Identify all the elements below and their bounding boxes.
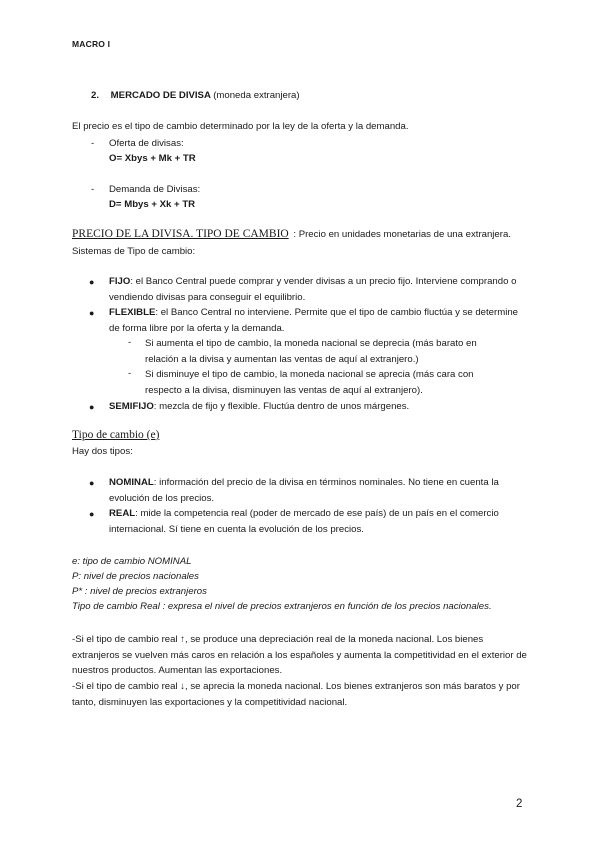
nominal-item xyxy=(109,475,529,506)
notation-line: P: nivel de precios nacionales xyxy=(72,571,199,582)
nominal-text: : información del precio de la divisa en términos nominales. No tiene en cuenta la evolución de los precios. xyxy=(109,477,499,504)
real-term: REAL xyxy=(109,508,136,519)
section-title-paren: (moneda extranjera) xyxy=(213,90,300,101)
real-text: : mide la competencia real (poder de mercado de ese país) de un país en el comercio internacional. Sí tiene en cuenta la evolución de los precios. xyxy=(109,508,499,535)
semifijo-term: SEMIFIJO xyxy=(109,401,154,412)
flexible-text: : el Banco Central no interviene. Permite que el tipo de cambio fluctúa y se determine de forma libre por la oferta y la demanda. xyxy=(109,307,519,334)
bullet-marker: ● xyxy=(89,277,95,287)
bullet-marker: ● xyxy=(89,509,95,519)
section-number: 2. xyxy=(91,90,100,101)
dash-marker: - xyxy=(128,337,132,348)
dash-marker: - xyxy=(91,138,95,149)
precio-heading xyxy=(72,228,511,240)
nominal-term: NOMINAL xyxy=(109,477,154,488)
tipo-cambio-heading xyxy=(72,429,159,441)
real-item xyxy=(109,506,529,537)
flexible-term: FLEXIBLE xyxy=(109,307,156,318)
oferta-label: Oferta de divisas: xyxy=(109,138,184,149)
section-title-text: MERCADO DE DIVISA xyxy=(110,90,211,101)
precio-title: PRECIO DE LA DIVISA. TIPO DE CAMBIO xyxy=(72,228,289,240)
demanda-formula: D= Mbys + Xk + TR xyxy=(109,199,196,210)
flexible-item xyxy=(109,305,529,336)
bullet-marker: ● xyxy=(89,402,95,412)
bullet-marker: ● xyxy=(89,308,95,318)
fijo-item xyxy=(109,274,529,305)
demanda-label: Demanda de Divisas: xyxy=(109,184,201,195)
page-header: MACRO I xyxy=(72,39,111,49)
tipo-cambio-title: Tipo de cambio (e) xyxy=(72,429,160,441)
tipos-intro: Hay dos tipos: xyxy=(72,446,133,457)
bullet-marker: ● xyxy=(89,478,95,488)
flexible-sub-item: Si aumenta el tipo de cambio, la moneda nacional se deprecia (más barato en relación a la divisa y aumentan las ventas de aquí al extranjero.) xyxy=(145,338,477,365)
section-title xyxy=(91,90,300,101)
semifijo-text: : mezcla de fijo y flexible. Fluctúa dentro de unos márgenes. xyxy=(153,401,410,412)
dash-marker: - xyxy=(128,368,132,379)
intro-text: El precio es el tipo de cambio determinado por la ley de la oferta y la demanda. xyxy=(72,121,409,132)
flexible-sub-item: Si disminuye el tipo de cambio, la moneda nacional se aprecia (más cara con respecto a la divisa, disminuyen las ventas de aquí al extranjero). xyxy=(145,369,474,396)
oferta-formula: O= Xbys + Mk + TR xyxy=(109,153,196,164)
semifijo-item xyxy=(109,399,529,415)
notation-line: e: tipo de cambio NOMINAL xyxy=(72,556,192,567)
page-number: 2 xyxy=(516,798,523,810)
notation-line: Tipo de cambio Real : expresa el nivel de precios extranjeros en función de los precios nacionales. xyxy=(72,601,492,612)
dash-marker: - xyxy=(91,184,95,195)
sistemas-text: Sistemas de Tipo de cambio: xyxy=(72,246,196,257)
fijo-term: FIJO xyxy=(109,276,131,287)
paragraph-real-down: -Si el tipo de cambio real ↓, se aprecia la moneda nacional. Los bienes extranjeros son más baratos y por tanto, disminuyen las exportaciones y la competitividad nacional. xyxy=(72,681,520,708)
fijo-text: : el Banco Central puede comprar y vender divisas a un precio fijo. Interviene comprando o vendiendo divisas para conseguir el equilibrio. xyxy=(109,276,517,303)
precio-definition: : Precio en unidades monetarias de una extranjera. xyxy=(293,229,511,240)
notation-line: P* : nivel de precios extranjeros xyxy=(72,586,207,597)
paragraph-real-up: -Si el tipo de cambio real ↑, se produce una depreciación real de la moneda nacional. Los bienes extranjeros se vuelven más caros en relación a los españoles y aumenta la competitividad en el exterior de nuestros productos. Aumentan las exportaciones. xyxy=(72,634,527,676)
